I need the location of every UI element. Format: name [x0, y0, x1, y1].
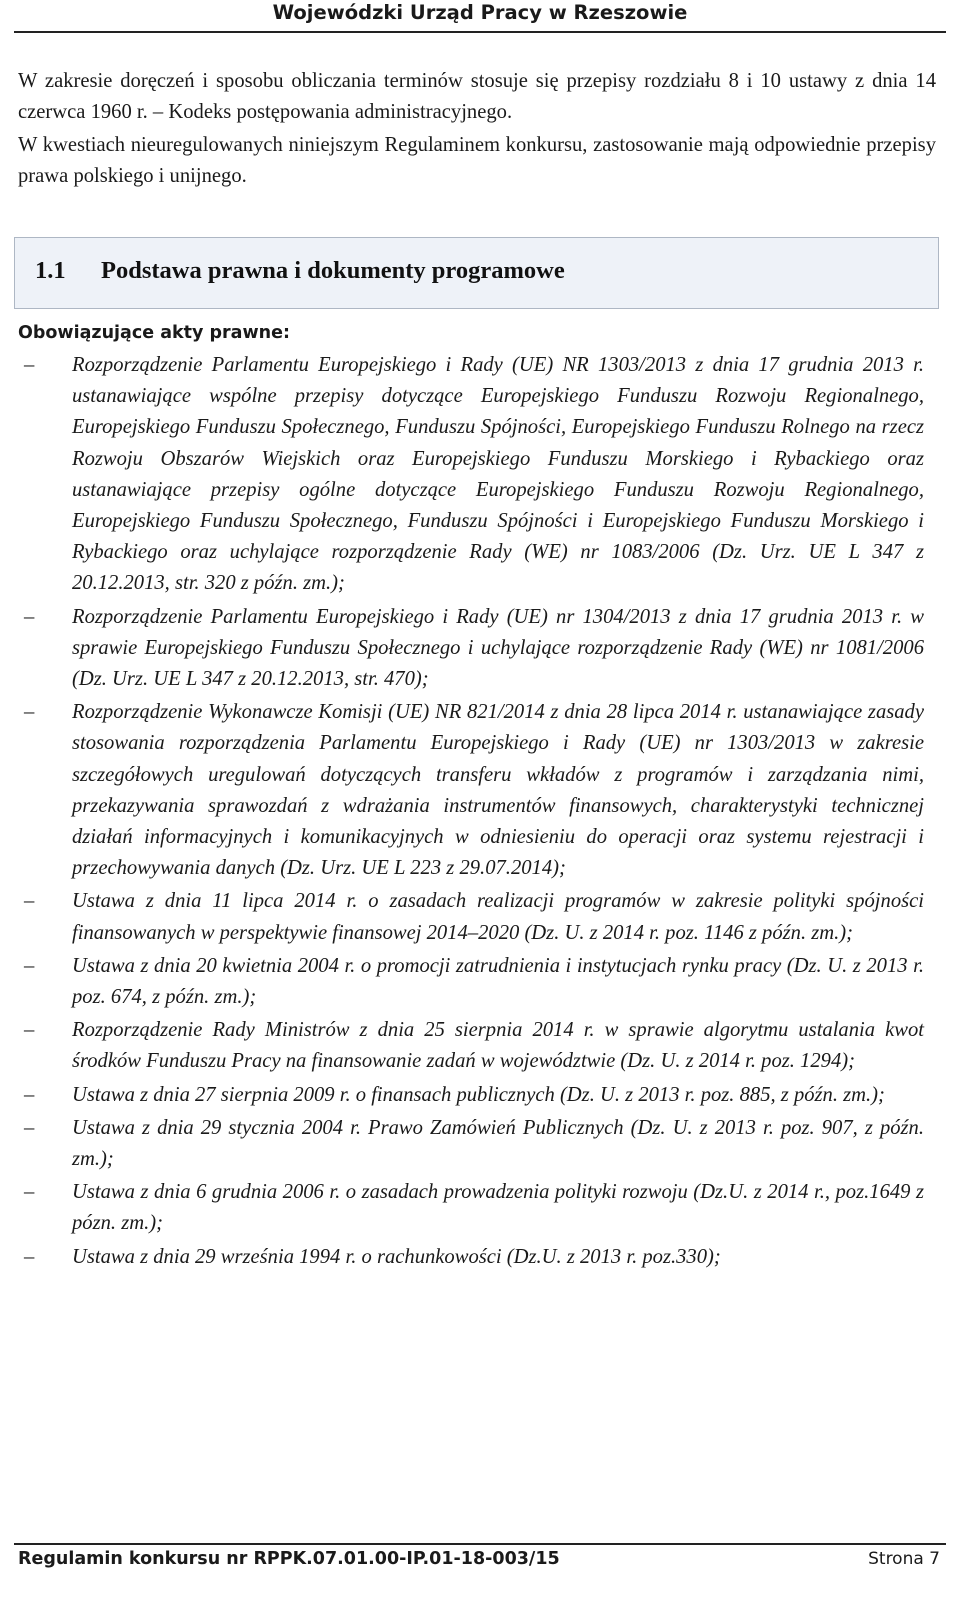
list-item-text: Rozporządzenie Rady Ministrów z dnia 25 sierpnia 2014 r. w sprawie algorytmu ustalania kwot środków Funduszu Pracy na finansowanie zadań w województwie (Dz. U. z 2014 r. poz. 1294); [72, 1019, 924, 1073]
list-item-text: Ustawa z dnia 20 kwietnia 2004 r. o promocji zatrudnienia i instytucjach rynku pracy (Dz. U. z 2013 r. poz. 674, z późn. zm.); [72, 954, 924, 1009]
bullet-dash: – [24, 701, 35, 724]
header-divider [14, 31, 946, 33]
list-item-text: Ustawa z dnia 6 grudnia 2006 r. o zasadach prowadzenia polityki rozwoju (Dz.U. z 2014 r., poz.1649 z pózn. zm.); [72, 1181, 924, 1235]
list-item [18, 697, 924, 884]
intro-paragraph: W zakresie doręczeń i sposobu obliczania terminów stosuje się przepisy rozdziału 8 i 10 ustawy z dnia 14 czerwca 1960 r. – Kodeks postępowania administracyjnego. [18, 70, 936, 123]
legal-acts-list [18, 350, 924, 1275]
list-item [18, 1242, 924, 1273]
bullet-dash: – [24, 1083, 35, 1106]
list-item-text: Ustawa z dnia 11 lipca 2014 r. o zasadach realizacji programów w zakresie polityki spójności finansowanych w perspektywie finansowej 2014–2020 (Dz. U. z 2014 r. poz. 1146 z późn. zm.); [72, 890, 924, 944]
list-item [18, 1080, 924, 1111]
acts-heading: Obowiązujące akty prawne: [18, 323, 290, 343]
list-item [18, 1177, 924, 1239]
list-item [18, 350, 924, 600]
header-title: Wojewódzki Urząd Pracy w Rzeszowie [272, 1, 688, 24]
footer-document-id: Regulamin konkursu nr RPPK.07.01.00-IP.01-18-003/15 [18, 1549, 560, 1569]
bullet-dash: – [24, 1019, 35, 1042]
bullet-dash: – [24, 890, 35, 913]
list-item-text: Ustawa z dnia 27 sierpnia 2009 r. o finansach publicznych (Dz. U. z 2013 r. poz. 885, z późn. zm.); [72, 1083, 885, 1106]
list-item [18, 886, 924, 948]
list-item [18, 1015, 924, 1077]
bullet-dash: – [24, 1181, 35, 1204]
list-item [18, 602, 924, 696]
bullet-dash: – [24, 954, 35, 977]
intro-text [18, 66, 936, 192]
bullet-dash: – [24, 1245, 35, 1268]
bullet-dash: – [24, 1116, 35, 1139]
list-item-text: Rozporządzenie Parlamentu Europejskiego i Rady (UE) nr 1304/2013 z dnia 17 grudnia 2013 r. w sprawie Europejskiego Funduszu Społecznego i uchylające rozporządzenie Rady (WE) nr 1081/2006 (Dz. Urz. UE L 347 z 20.12.2013, str. 470); [72, 605, 924, 691]
list-item-text: Ustawa z dnia 29 września 1994 r. o rachunkowości (Dz.U. z 2013 r. poz.330); [72, 1245, 721, 1268]
list-item-text: Rozporządzenie Wykonawcze Komisji (UE) NR 821/2014 z dnia 28 lipca 2014 r. ustanawiające zasady stosowania rozporządzenia Parlamentu Europejskiego i Rady (UE) nr 1303/2013 w zakresie szczegółowych uregulowań dotyczących transferu wkładów z programów i zarządzania nimi, przekazywania sprawozdań z wdrażania instrumentów finansowych, charakterystyki technicznej działań informacyjnych i komunikacyjnych w odniesieniu do operacji oraz systemu rejestracji i przechowywania danych (Dz. Urz. UE L 223 z 29.07.2014); [72, 701, 924, 880]
bullet-dash: – [24, 605, 35, 628]
list-item-text: Rozporządzenie Parlamentu Europejskiego i Rady (UE) NR 1303/2013 z dnia 17 grudnia 2013 r. ustanawiające wspólne przepisy dotyczące Europejskiego Funduszu Rozwoju Regionalnego, Europejskiego Funduszu Społecznego, Funduszu Spójności, Europejskiego Funduszu Rolnego na rzecz Rozwoju Obszarów Wiejskich oraz Europejskiego Funduszu Morskiego i Rybackiego oraz ustanawiające przepisy ogólne dotyczące Europejskiego Funduszu Rozwoju Regionalnego, Europejskiego Funduszu Społecznego, Funduszu Spójności i Europejskiego Funduszu Morskiego i Rybackiego oraz uchylające rozporządzenie Rady (WE) nr 1083/2006 (Dz. Urz. UE L 347 z 20.12.2013, str. 320 z późn. zm.); [72, 354, 924, 595]
page-header [0, 0, 960, 34]
section-heading-box [14, 237, 939, 309]
list-item [18, 1113, 924, 1175]
section-number: 1.1 [35, 257, 66, 284]
bullet-dash: – [24, 354, 35, 376]
footer-divider [14, 1543, 946, 1545]
section-title: Podstawa prawna i dokumenty programowe [101, 257, 565, 284]
intro-paragraph: W kwestiach nieuregulowanych niniejszym Regulaminem konkursu, zastosowanie mają odpowiednie przepisy prawa polskiego i unijnego. [18, 134, 936, 187]
list-item-text: Ustawa z dnia 29 stycznia 2004 r. Prawo Zamówień Publicznych (Dz. U. z 2013 r. poz. 907, z późn. zm.); [72, 1116, 924, 1171]
page-number: Strona 7 [868, 1549, 940, 1569]
section-heading [35, 255, 565, 287]
list-item [18, 951, 924, 1013]
